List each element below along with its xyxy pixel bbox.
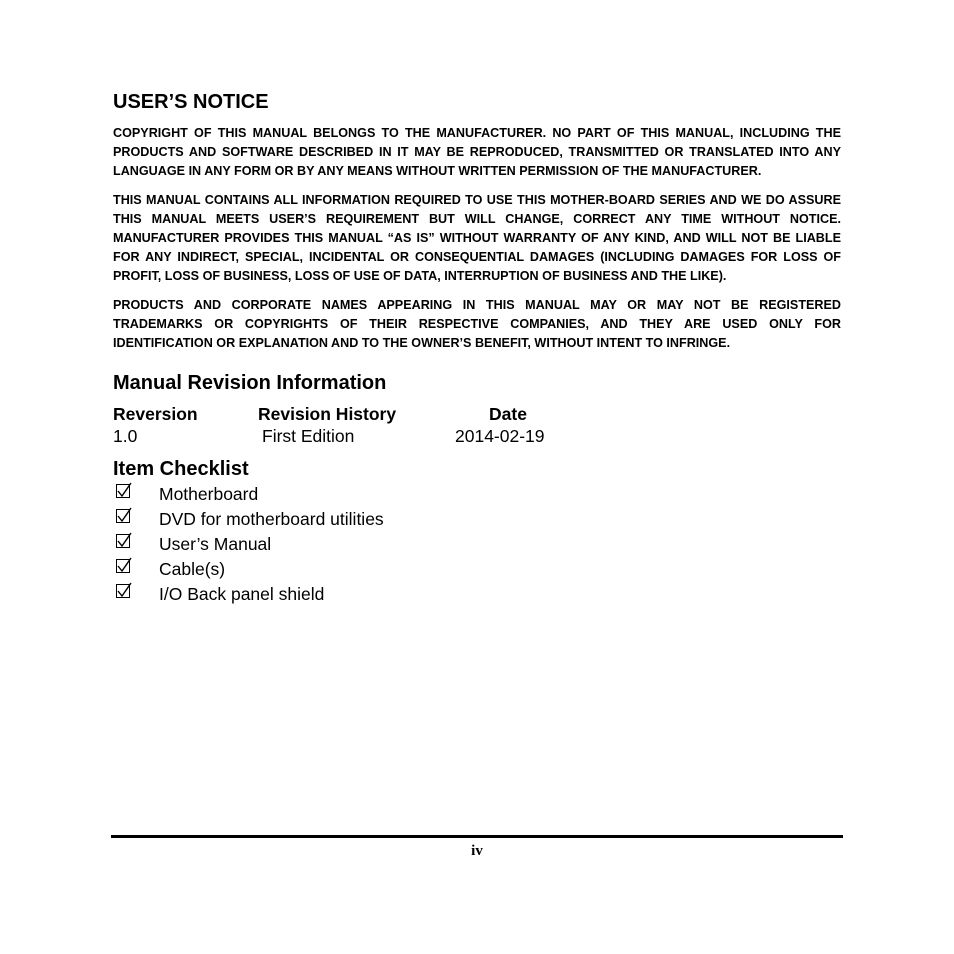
checklist (113, 482, 841, 607)
checklist-item-label: Motherboard (159, 484, 259, 505)
checklist-item-label: I/O Back panel shield (159, 584, 325, 605)
checklist-item (113, 557, 841, 582)
checklist-item (113, 482, 841, 507)
checklist-item-label: User’s Manual (159, 534, 272, 555)
checklist-item-label: Cable(s) (159, 559, 226, 580)
users-notice-section (113, 88, 841, 353)
item-checklist-section (113, 456, 841, 607)
revision-date: 2014-02-19 (455, 426, 545, 447)
users-notice-title: USER’S NOTICE (113, 91, 269, 113)
revision-header-version: Reversion (113, 404, 198, 425)
checkbox-checked-icon (116, 509, 130, 523)
notice-paragraph-disclaimer: THIS MANUAL CONTAINS ALL INFORMATION REQUIRED TO USE THIS MOTHER-BOARD SERIES AND WE DO ASSURE THIS MANUAL MEETS USER’S REQUIREMENT BUT WILL CHANGE, CORRECT ANY TIME WITHOUT NOTICE. MANUFACTURER PROVIDES THIS MANUAL “AS IS” WITHOUT WARRANTY OF ANY KIND, AND WILL NOT BE LIABLE FOR ANY INDIRECT, SPECIAL, INCIDENTAL OR CONSEQUENTIAL DAMAGES (INCLUDING DAMAGES FOR LOSS OF PROFIT, LOSS OF BUSINESS, LOSS OF USE OF DATA, INTERRUPTION OF BUSINESS AND THE LIKE). (113, 192, 841, 284)
checkbox-checked-icon (116, 484, 130, 498)
checkbox-checked-icon (116, 559, 130, 573)
checklist-item-label: DVD for motherboard utilities (159, 509, 384, 530)
page-number: iv (471, 843, 483, 859)
checkbox-checked-icon (116, 534, 130, 548)
notice-paragraph-copyright: COPYRIGHT OF THIS MANUAL BELONGS TO THE MANUFACTURER. NO PART OF THIS MANUAL, INCLUDING THE PRODUCTS AND SOFTWARE DESCRIBED IN IT MAY BE REPRODUCED, TRANSMITTED OR TRANSLATED INTO ANY LANGUAGE IN ANY FORM OR BY ANY MEANS WITHOUT WRITTEN PERMISSION OF THE MANUFACTURER. (113, 126, 841, 179)
revision-section (113, 370, 841, 448)
revision-title: Manual Revision Information (113, 372, 387, 395)
checkbox-checked-icon (116, 584, 130, 598)
revision-history: First Edition (262, 426, 355, 447)
checklist-item (113, 532, 841, 557)
footer-rule (111, 835, 843, 838)
revision-table-header (113, 404, 841, 426)
checklist-item (113, 582, 841, 607)
notice-paragraph-trademarks: PRODUCTS AND CORPORATE NAMES APPEARING IN THIS MANUAL MAY OR MAY NOT BE REGISTERED TRADEMARKS OR COPYRIGHTS OF THEIR RESPECTIVE COMPANIES, AND THEY ARE USED ONLY FOR IDENTIFICATION OR EXPLANATION AND TO THE OWNER’S BENEFIT, WITHOUT INTENT TO INFRINGE. (113, 297, 841, 351)
revision-header-date: Date (489, 404, 527, 425)
revision-version: 1.0 (113, 426, 138, 447)
page-content (113, 88, 841, 607)
revision-header-history: Revision History (258, 404, 397, 425)
revision-table-row (113, 426, 841, 448)
item-checklist-title: Item Checklist (113, 458, 249, 481)
checklist-item (113, 507, 841, 532)
